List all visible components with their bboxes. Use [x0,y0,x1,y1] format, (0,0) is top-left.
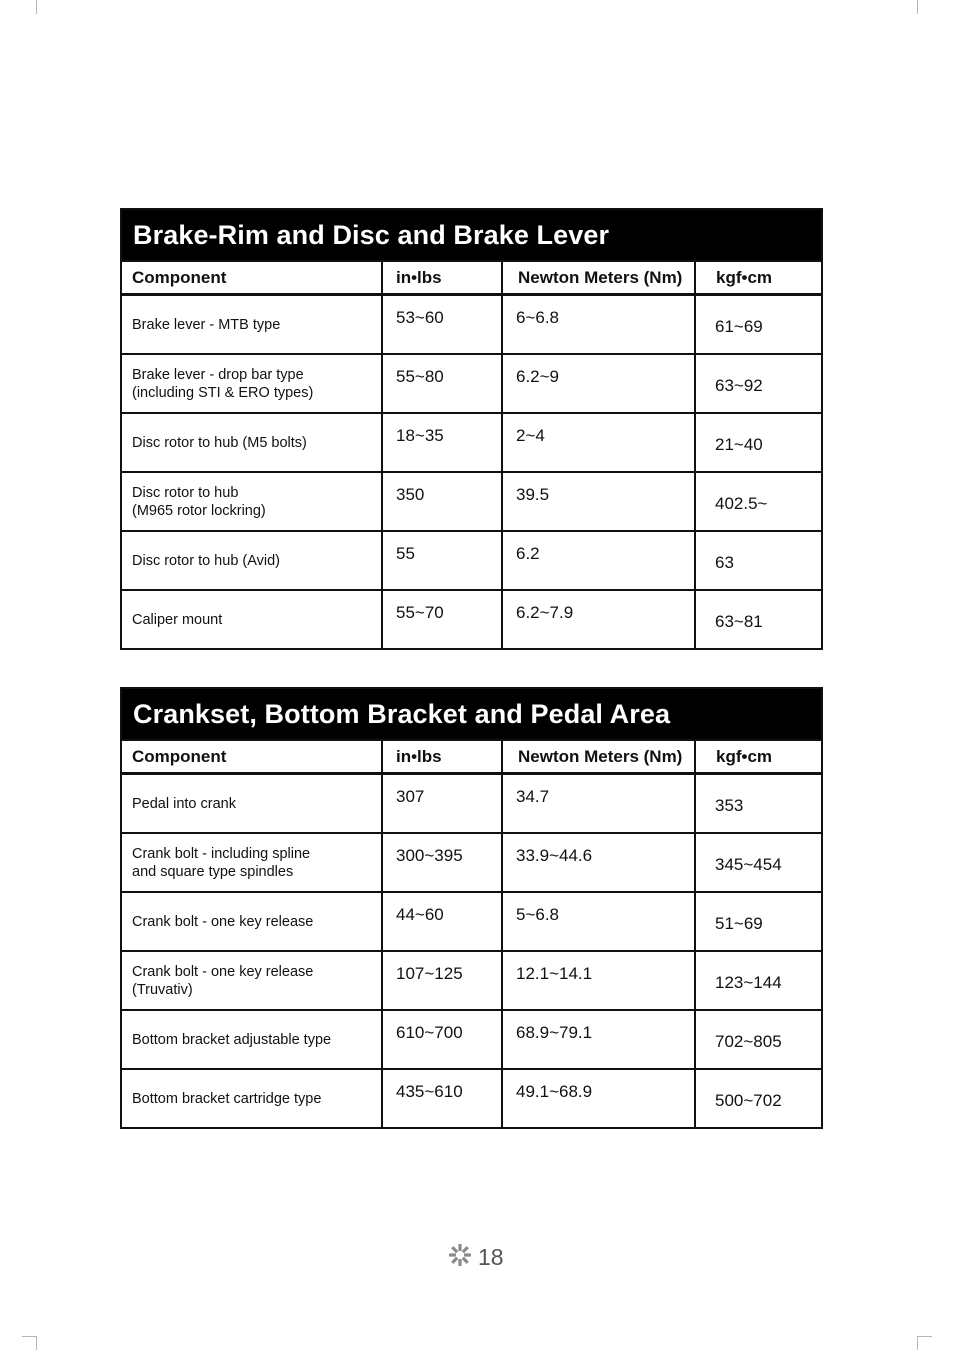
component-line: Disc rotor to hub [132,484,239,501]
nm-cell: 12.1~14.1 [502,951,695,1010]
component-line: (Truvativ) [132,981,193,998]
component-line: (M965 rotor lockring) [132,502,266,519]
column-header-newton-meters: Newton Meters (Nm) [502,262,695,295]
crop-mark-top-left [36,0,37,14]
crankset-torque-table [122,741,821,1127]
component-line: Brake lever - drop bar type [132,366,304,383]
table-header-row [122,262,821,295]
component-cell [122,295,382,355]
inlbs-cell: 300~395 [382,833,502,892]
table-row [122,892,821,951]
section-title: Crankset, Bottom Bracket and Pedal Area [122,689,821,741]
kgfcm-cell: 702~805 [695,1010,821,1069]
table-row [122,1069,821,1127]
component-cell [122,590,382,648]
component-line: Crank bolt - one key release [132,913,314,930]
table-row [122,354,821,413]
crop-mark-bottom-left [36,1336,37,1350]
component-cell [122,774,382,834]
component-cell [122,531,382,590]
nm-cell: 6~6.8 [502,295,695,355]
component-cell [122,833,382,892]
column-header-component: Component [122,262,382,295]
brake-torque-table [122,262,821,648]
inlbs-cell: 610~700 [382,1010,502,1069]
table-row [122,531,821,590]
nm-cell: 5~6.8 [502,892,695,951]
component-line: Disc rotor to hub (M5 bolts) [132,434,307,451]
table-row [122,774,821,834]
nm-cell: 6.2~7.9 [502,590,695,648]
gear-sunburst-icon [448,1243,472,1272]
table-row [122,295,821,355]
inlbs-cell: 18~35 [382,413,502,472]
component-line: Bottom bracket cartridge type [132,1090,322,1107]
nm-cell: 68.9~79.1 [502,1010,695,1069]
crop-mark-bottom-right-h [918,1336,932,1337]
component-line: and square type spindles [132,863,294,880]
component-cell [122,951,382,1010]
table-row [122,472,821,531]
component-cell [122,892,382,951]
component-line: Disc rotor to hub (Avid) [132,552,281,569]
kgfcm-cell: 500~702 [695,1069,821,1127]
kgfcm-cell: 353 [695,774,821,834]
nm-cell: 34.7 [502,774,695,834]
table-row [122,951,821,1010]
component-line: Bottom bracket adjustable type [132,1031,332,1048]
crop-mark-bottom-right [917,1336,918,1350]
component-cell [122,354,382,413]
component-cell [122,1010,382,1069]
crankset-torque-section [120,687,823,1129]
table-row [122,590,821,648]
component-line: Pedal into crank [132,795,236,812]
column-header-inlbs: in•lbs [382,262,502,295]
inlbs-cell: 55 [382,531,502,590]
page-number: 18 [478,1243,504,1270]
nm-cell: 33.9~44.6 [502,833,695,892]
inlbs-cell: 55~80 [382,354,502,413]
kgfcm-cell: 402.5~ [695,472,821,531]
inlbs-cell: 307 [382,774,502,834]
nm-cell: 6.2~9 [502,354,695,413]
inlbs-cell: 350 [382,472,502,531]
column-header-kgfcm: kgf•cm [695,741,821,774]
column-header-kgfcm: kgf•cm [695,262,821,295]
kgfcm-cell: 345~454 [695,833,821,892]
kgfcm-cell: 63~81 [695,590,821,648]
crop-mark-top-right [917,0,918,14]
column-header-newton-meters: Newton Meters (Nm) [502,741,695,774]
nm-cell: 39.5 [502,472,695,531]
table-row [122,833,821,892]
nm-cell: 6.2 [502,531,695,590]
gear-sunburst-icon-svg [448,1243,472,1267]
table-row [122,413,821,472]
page-number-footer [448,1243,504,1271]
nm-cell: 2~4 [502,413,695,472]
column-header-component: Component [122,741,382,774]
inlbs-cell: 53~60 [382,295,502,355]
kgfcm-cell: 63 [695,531,821,590]
component-line: Caliper mount [132,611,223,628]
table-header-row [122,741,821,774]
component-line: Brake lever - MTB type [132,316,281,333]
section-title: Brake-Rim and Disc and Brake Lever [122,210,821,262]
component-cell [122,413,382,472]
kgfcm-cell: 123~144 [695,951,821,1010]
inlbs-cell: 435~610 [382,1069,502,1127]
inlbs-cell: 44~60 [382,892,502,951]
kgfcm-cell: 21~40 [695,413,821,472]
inlbs-cell: 55~70 [382,590,502,648]
component-cell [122,1069,382,1127]
column-header-inlbs: in•lbs [382,741,502,774]
inlbs-cell: 107~125 [382,951,502,1010]
nm-cell: 49.1~68.9 [502,1069,695,1127]
kgfcm-cell: 51~69 [695,892,821,951]
table-row [122,1010,821,1069]
kgfcm-cell: 63~92 [695,354,821,413]
component-line: Crank bolt - one key release [132,963,314,980]
brake-torque-section [120,208,823,650]
kgfcm-cell: 61~69 [695,295,821,355]
component-cell [122,472,382,531]
crop-mark-bottom-left-h [22,1336,36,1337]
component-line: (including STI & ERO types) [132,384,314,401]
component-line: Crank bolt - including spline [132,845,311,862]
